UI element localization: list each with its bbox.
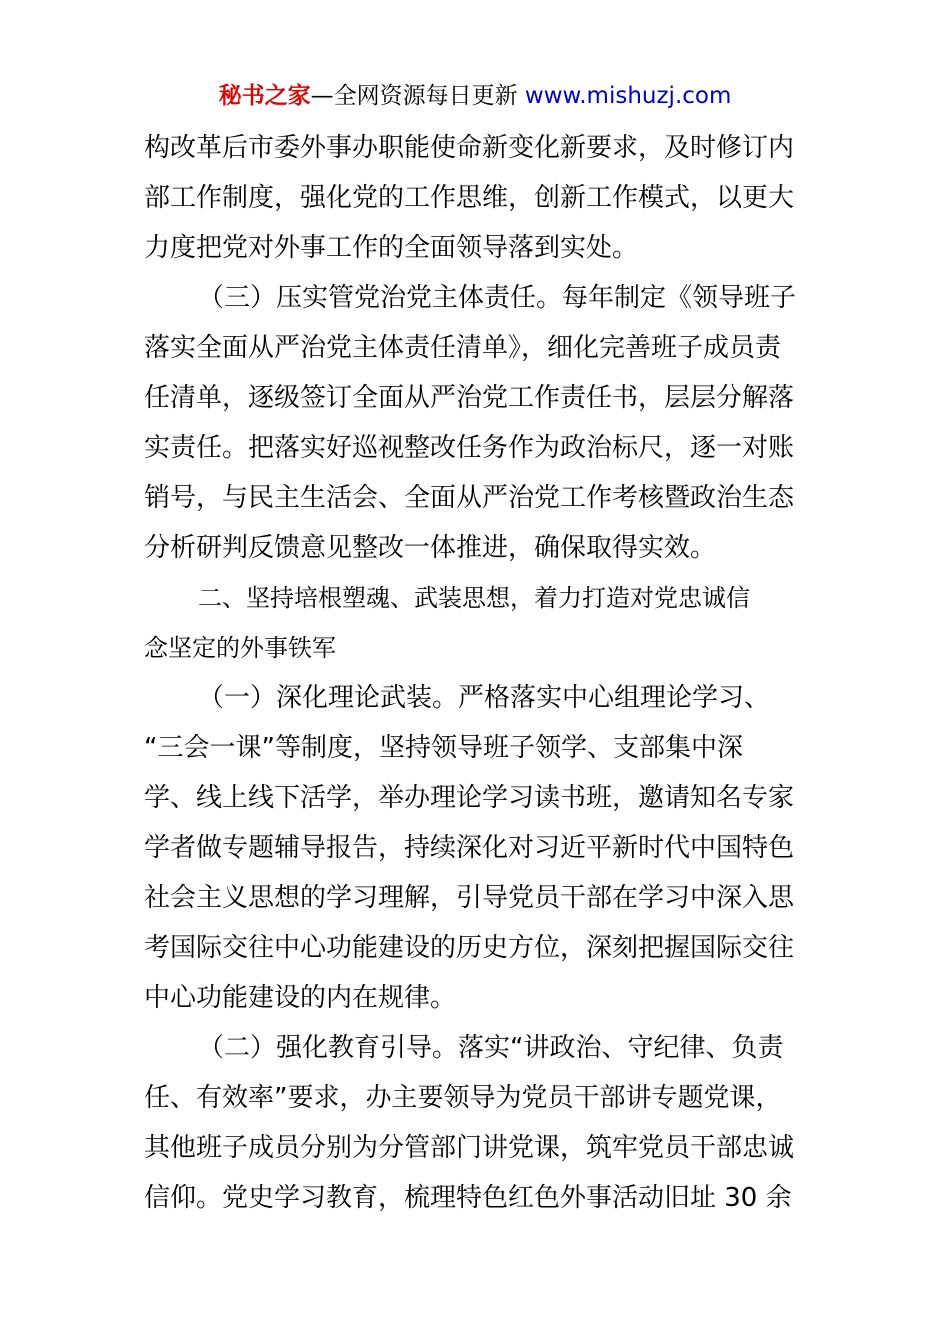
site-url[interactable]: www.mishuzj.com <box>524 83 732 109</box>
section-heading-line: 念坚定的外事铁军 <box>144 634 336 662</box>
paragraph-start-line: （一）深化理论武装。严格落实中心组理论学习、 <box>198 683 771 713</box>
document-body <box>144 123 810 1223</box>
text-line: 任清单，逐级签订全面从严治党工作责任书，层层分解落 <box>144 383 795 413</box>
paragraph-start-line: （三）压实管党治党主体责任。每年制定《领导班子 <box>198 283 797 313</box>
site-tagline: —全网资源每日更新 <box>310 83 525 109</box>
site-brand: 秘书之家 <box>218 83 311 109</box>
text-line: “三会一课”等制度，坚持领导班子领学、支部集中深 <box>144 733 743 763</box>
text-line: 分析研判反馈意见整改一体推进，确保取得实效。 <box>144 533 717 563</box>
text-line: 中心功能建设的内在规律。 <box>144 983 457 1013</box>
text-line: 社会主义思想的学习理解，引导党员干部在学习中深入思 <box>144 883 795 913</box>
paragraph-start-line: （二）强化教育引导。落实“讲政治、守纪律、负责 <box>198 1033 784 1063</box>
text-line: 任、有效率”要求，办主要领导为党员干部讲专题党课， <box>144 1083 782 1113</box>
text-line: 实责任。把落实好巡视整改任务作为政治标尺，逐一对账 <box>144 433 795 463</box>
text-line: 落实全面从严治党主体责任清单》，细化完善班子成员责 <box>144 333 782 363</box>
text-line: 信仰。党史学习教育，梳理特色红色外事活动旧址 30 余 <box>144 1183 792 1213</box>
text-line: 部工作制度，强化党的工作思维，创新工作模式，以更大 <box>144 183 795 213</box>
text-line: 考国际交往中心功能建设的历史方位，深刻把握国际交往 <box>144 933 795 963</box>
text-line: 销号，与民主生活会、全面从严治党工作考核暨政治生态 <box>144 483 795 513</box>
text-line: 力度把党对外事工作的全面领导落到实处。 <box>144 233 639 263</box>
page-header <box>0 80 950 112</box>
text-line: 学、线上线下活学，举办理论学习读书班，邀请知名专家 <box>144 783 795 813</box>
text-line: 构改革后市委外事办职能使命新变化新要求，及时修订内 <box>144 133 795 163</box>
text-line: 学者做专题辅导报告，持续深化对习近平新时代中国特色 <box>144 833 795 863</box>
section-heading-line: 二、坚持培根塑魂、武装思想，着力打造对党忠诚信 <box>198 584 750 612</box>
text-line: 其他班子成员分别为分管部门讲党课，筑牢党员干部忠诚 <box>144 1133 795 1163</box>
